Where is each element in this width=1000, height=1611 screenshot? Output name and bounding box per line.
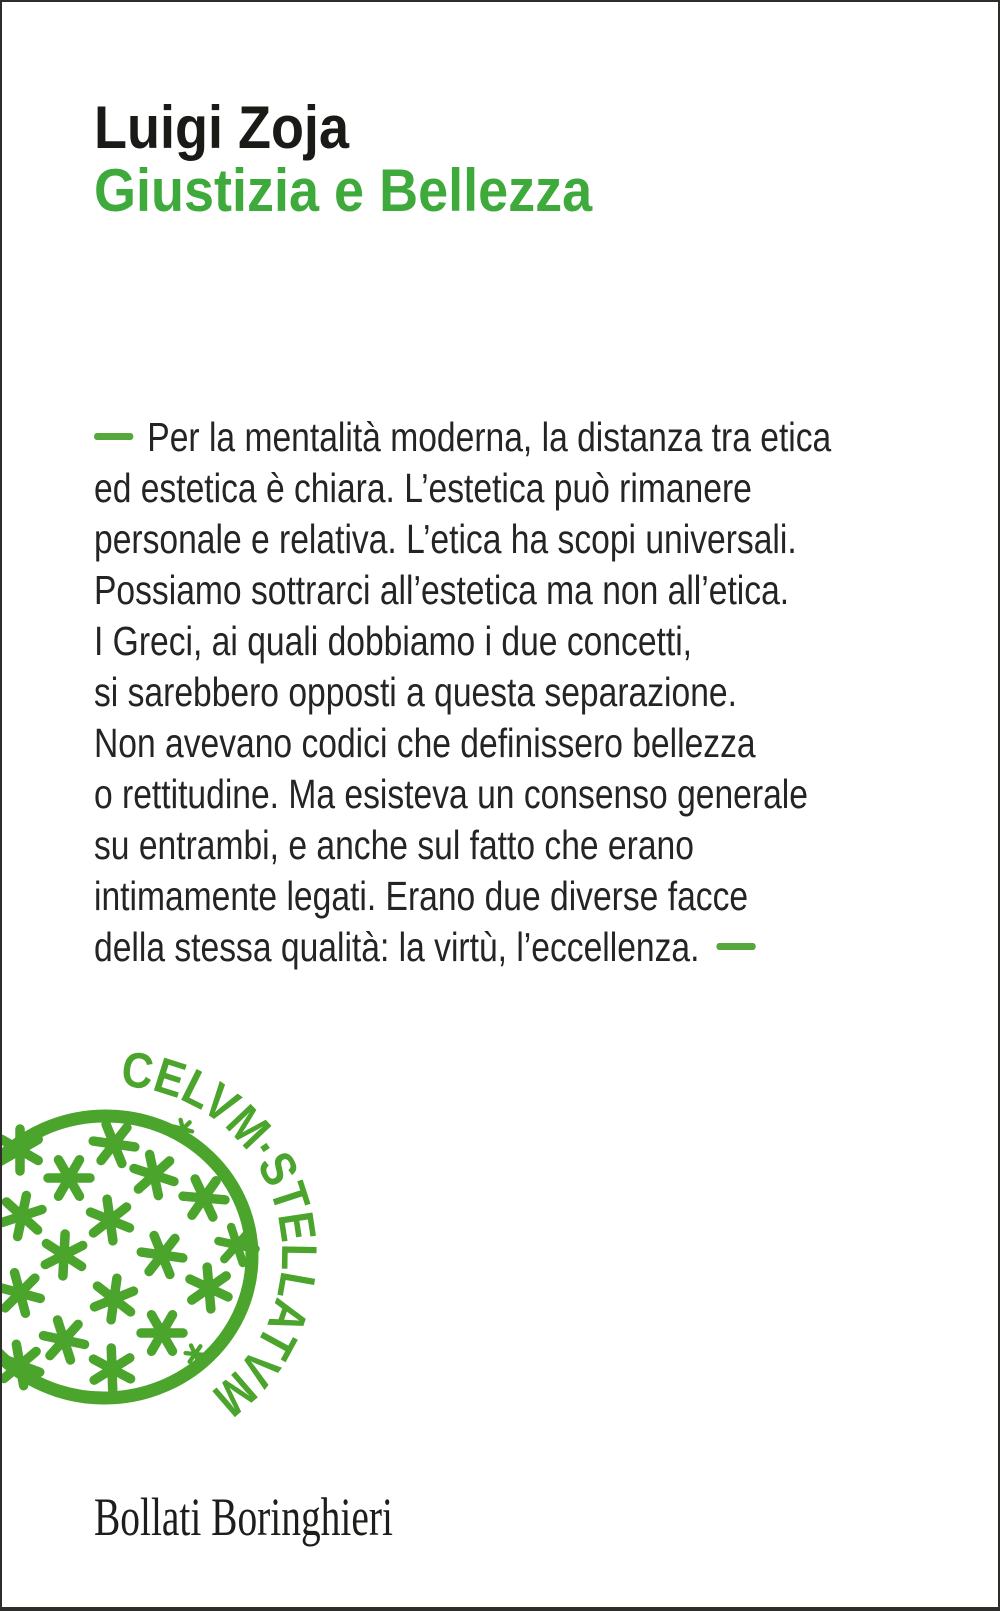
star-icon	[48, 1160, 90, 1196]
quote-open-dash-icon	[94, 433, 133, 440]
author-line	[94, 96, 592, 159]
quote-text: I Greci, ai quali dobbiamo i due concetti,	[94, 618, 693, 664]
quote-text: intimamente legati. Erano due diverse facce	[94, 873, 749, 919]
quote-block	[94, 412, 993, 973]
title-line	[94, 159, 592, 222]
star-icon	[2, 1188, 50, 1243]
star-icon	[36, 1228, 91, 1281]
quote-text: Possiamo sottrarci all’estetica ma non all’etica.	[94, 567, 790, 613]
quote-line	[94, 412, 831, 463]
quote-close-dash-icon	[717, 943, 756, 950]
author-name: Luigi Zoja	[94, 94, 349, 161]
quote-text: Non avevano codici che definissero bellezza	[94, 720, 756, 766]
star-icon	[182, 1263, 235, 1314]
star-icon	[91, 1123, 138, 1165]
quote-line	[94, 769, 831, 820]
quote-text: ed estetica è chiara. L’estetica può rimanere	[94, 465, 752, 511]
quote-line	[94, 922, 831, 973]
quote-text: o rettitudine. Ma esisteva un consenso generale	[94, 771, 808, 817]
logo-motto-text: CELVM·STELLATVM	[118, 1040, 328, 1431]
publisher-name: Bollati Boringhieri	[94, 1487, 393, 1547]
star-icon	[128, 1151, 179, 1199]
star-icon	[2, 1270, 45, 1316]
star-icon	[85, 1343, 139, 1395]
quote-line	[94, 820, 831, 871]
book-title: Giustizia e Bellezza	[94, 157, 593, 224]
quote-text: Per la mentalità moderna, la distanza tra etica	[147, 414, 832, 460]
star-icon	[181, 1178, 226, 1218]
quote-line	[94, 718, 831, 769]
quote-line	[94, 616, 831, 667]
star-icon	[139, 1234, 186, 1276]
quote-text: su entrambi, e anche sul fatto che erano	[94, 822, 694, 868]
quote-text: della stessa qualità: la virtù, l’eccellenza.	[94, 924, 700, 970]
quote-line	[94, 565, 831, 616]
publisher-line	[94, 1488, 393, 1546]
star-icon	[40, 1318, 89, 1362]
cover-headings	[94, 96, 648, 222]
star-icon	[86, 1272, 142, 1327]
quote-line	[94, 667, 831, 718]
celum-stellatum-logo	[2, 1002, 342, 1472]
quote-line	[94, 871, 831, 922]
quote-line	[94, 463, 831, 514]
star-icon	[141, 1315, 183, 1351]
quote-text: personale e relativa. L’etica ha scopi universali.	[94, 516, 797, 562]
star-icon	[84, 1195, 137, 1244]
quote-text: si sarebbero opposti a questa separazione.	[94, 669, 737, 715]
quote-line	[94, 514, 831, 565]
